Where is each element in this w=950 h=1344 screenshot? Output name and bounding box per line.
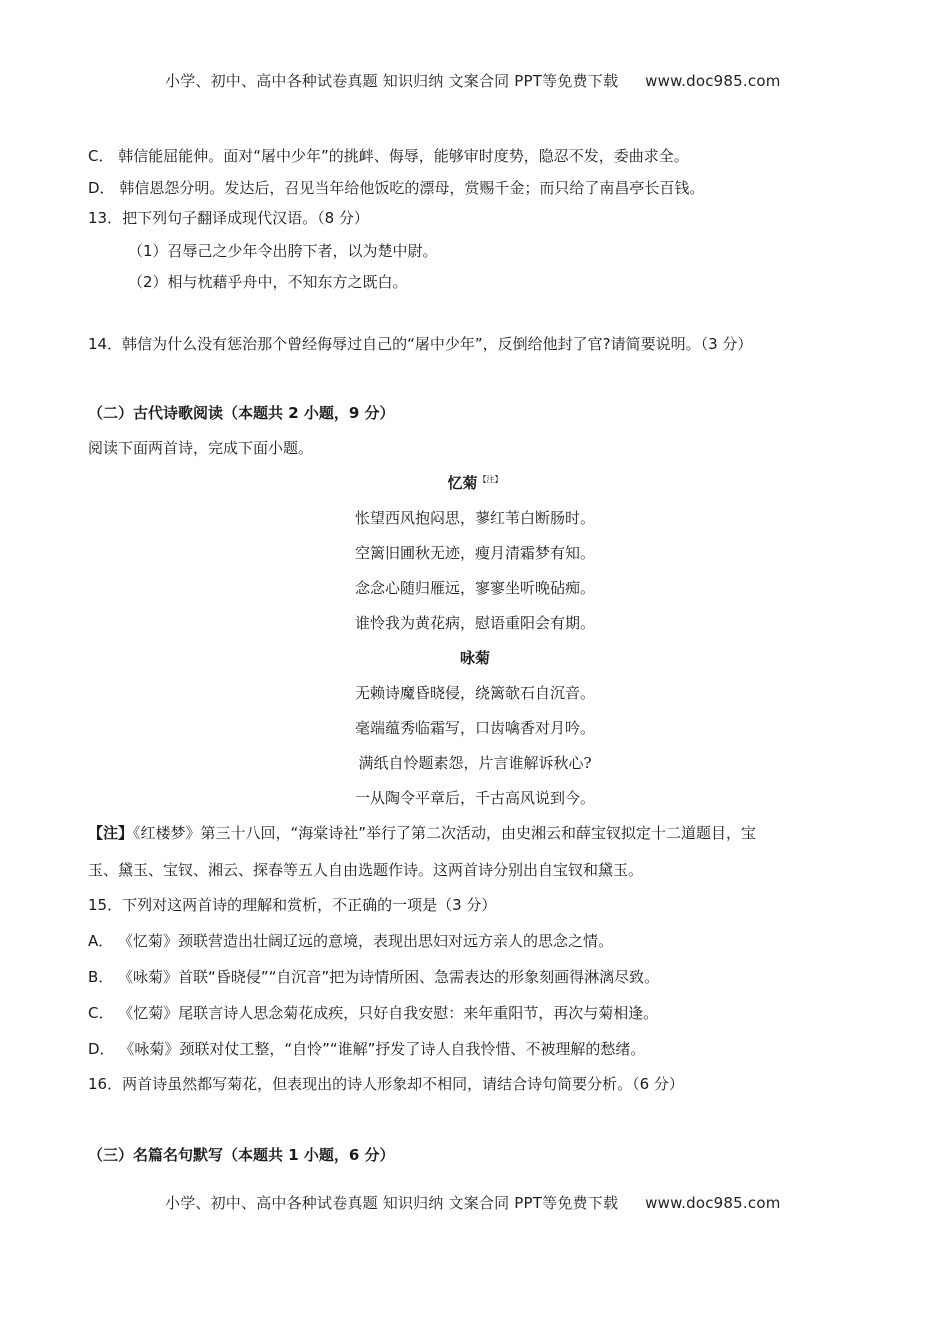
q12-option-d: D． 韩信恩怨分明。发达后，召见当年给他饭吃的漂母，赏赐千金；而只给了南昌亭长百钱。	[88, 179, 705, 197]
note-line-1	[88, 822, 756, 843]
note-text-1: 《红楼梦》第三十八回，“海棠诗社”举行了第二次活动，由史湘云和薛宝钗拟定十二道题目，宝	[133, 824, 757, 842]
note-line-2: 玉、黛玉、宝钗、湘云、探春等五人自由选题作诗。这两首诗分别出自宝钗和黛玉。	[88, 861, 644, 879]
q15-option-b: B． 《咏菊》首联“昏晓侵”“自沉音”把为诗情所困、急需表达的形象刻画得淋漓尽致。	[88, 968, 660, 986]
q15-option-c: C． 《忆菊》尾联言诗人思念菊花成疾，只好自我安慰：来年重阳节，再次与菊相逢。	[88, 1004, 659, 1022]
poem-1-title-text: 忆菊	[447, 474, 478, 492]
page-header	[165, 70, 781, 91]
header-text: 小学、初中、高中各种试卷真题 知识归纳 文案合同 PPT等免费下载	[165, 72, 619, 90]
q13-stem: 13．把下列句子翻译成现代汉语。（8 分）	[88, 209, 369, 227]
poem-1-line: 念念心随归雁远，寥寥坐听晚砧痴。	[354, 579, 595, 597]
poem-2-line: 无赖诗魔昏晓侵，绕篱欹石自沉音。	[354, 684, 595, 702]
section-2-heading: （二）古代诗歌阅读（本题共 2 小题，9 分）	[88, 404, 395, 422]
poem-2-line: 毫端蕴秀临霜写，口齿噙香对月吟。	[354, 719, 595, 737]
poem-1-line: 谁怜我为黄花病，慰语重阳会有期。	[354, 614, 595, 632]
page-footer	[165, 1192, 781, 1213]
poem-1-note-mark: 【注】	[478, 475, 503, 484]
footer-text: 小学、初中、高中各种试卷真题 知识归纳 文案合同 PPT等免费下载	[165, 1194, 619, 1212]
section-2-intro: 阅读下面两首诗，完成下面小题。	[88, 439, 314, 457]
q13-sentence-1: （1）召辱己之少年令出胯下者，以为楚中尉。	[128, 242, 438, 260]
poem-2-title: 咏菊	[459, 649, 490, 667]
poem-1-line: 怅望西风抱闷思，蓼红苇白断肠时。	[354, 509, 595, 527]
poem-2-line: 一从陶令平章后，千古高风说到今。	[354, 789, 595, 807]
q15-option-d: D． 《咏菊》颈联对仗工整，“自怜”“谁解”抒发了诗人自我怜惜、不被理解的愁绪。	[88, 1040, 646, 1058]
note-label: 【注】	[88, 824, 134, 842]
q14-stem: 14．韩信为什么没有惩治那个曾经侮辱过自己的“屠中少年”，反倒给他封了官?请简要说明。（3 分）	[88, 335, 753, 353]
q15-stem: 15．下列对这两首诗的理解和赏析，不正确的一项是（3 分）	[88, 896, 497, 914]
section-3-heading: （三）名篇名句默写（本题共 1 小题，6 分）	[88, 1146, 395, 1164]
q12-option-c: C． 韩信能屈能伸。面对“屠中少年”的挑衅、侮辱，能够审时度势，隐忍不发，委曲求全。	[88, 147, 689, 165]
header-url[interactable]: www.doc985.com	[645, 72, 781, 90]
footer-url[interactable]: www.doc985.com	[645, 1194, 781, 1212]
poem-1-line: 空篱旧圃秋无迹，瘦月清霜梦有知。	[354, 544, 595, 562]
q15-option-a: A． 《忆菊》颈联营造出壮阔辽远的意境，表现出思妇对远方亲人的思念之情。	[88, 932, 614, 950]
poem-1-title	[0, 472, 950, 493]
q16-stem: 16．两首诗虽然都写菊花，但表现出的诗人形象却不相同，请结合诗句简要分析。（6 分）	[88, 1075, 684, 1093]
poem-2-line: 满纸自怜题素怨，片言谁解诉秋心?	[358, 754, 592, 772]
q13-sentence-2: （2）相与枕藉乎舟中，不知东方之既白。	[128, 273, 408, 291]
